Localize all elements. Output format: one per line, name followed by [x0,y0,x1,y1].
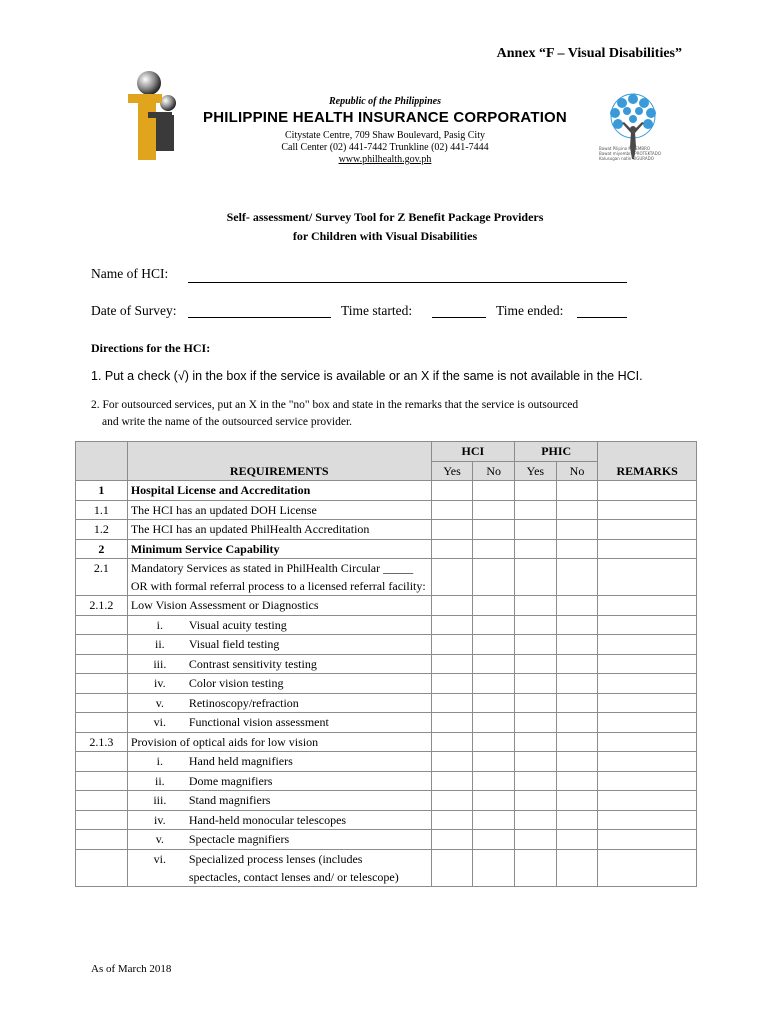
remarks-cell[interactable] [598,771,697,791]
phic-no-cell[interactable] [556,596,598,616]
table-row [76,635,697,655]
remarks-cell[interactable] [598,732,697,752]
directions-title: Directions for the HCI: [91,341,211,355]
hci-no-cell[interactable] [473,810,515,830]
sub-item-label: Visual acuity testing [188,617,287,632]
phic-no-cell[interactable] [556,559,598,596]
hci-no-cell[interactable] [473,635,515,655]
phic-no-cell[interactable] [556,810,598,830]
hci-no-cell[interactable] [473,674,515,694]
requirements-table [75,441,697,887]
requirement-text: Low Vision Assessment or Diagnostics [127,596,431,616]
requirement-text: Mandatory Services as stated in PhilHealth Circular _____ OR with formal referral process to a licensed referral facility: [127,559,431,596]
phic-yes-cell[interactable] [515,674,557,694]
phic-no-cell[interactable] [556,791,598,811]
row-number [76,693,128,713]
requirement-text [127,635,431,655]
hci-yes-cell[interactable] [431,596,473,616]
phic-no-cell[interactable] [556,849,598,886]
hci-header: HCI [431,442,514,462]
sub-item-label: Retinoscopy/refraction [188,695,299,710]
phic-yes-header: Yes [515,461,557,481]
phic-no-cell[interactable] [556,732,598,752]
hci-yes-cell[interactable] [431,771,473,791]
remarks-cell[interactable] [598,500,697,520]
date-of-survey-field[interactable] [188,317,331,318]
document-title-line2: for Children with Visual Disabilities [292,229,478,243]
sub-item-marker: iv. [154,812,166,827]
requirement-text [127,713,431,733]
remarks-cell[interactable] [598,539,697,559]
corporation-name: PHILIPPINE HEALTH INSURANCE CORPORATION [203,109,567,126]
phic-no-cell[interactable] [556,693,598,713]
sub-item-marker: i. [156,754,163,768]
hci-yes-cell[interactable] [431,752,473,772]
sub-item-label: Hand-held monocular telescopes [188,812,347,827]
sub-item-marker: iii. [153,793,167,807]
remarks-cell[interactable] [598,615,697,635]
row-number [76,674,128,694]
sub-item-label: Stand magnifiers [188,793,271,807]
table-row [76,500,697,520]
remarks-cell[interactable] [598,635,697,655]
phic-yes-cell[interactable] [515,713,557,733]
hci-yes-cell[interactable] [431,830,473,850]
phic-no-cell[interactable] [556,752,598,772]
table-row [76,791,697,811]
sub-item-marker: vi. [153,715,166,729]
remarks-cell[interactable] [598,693,697,713]
directions-item-1: 1. Put a check (√) in the box if the service is available or an X if the same is not available in the HCI. [91,369,643,383]
phic-yes-cell[interactable] [515,539,557,559]
row-number: 1.1 [76,500,128,520]
remarks-cell[interactable] [598,481,697,501]
requirement-text [127,830,431,850]
table-row [76,830,697,850]
phic-no-header: No [556,461,598,481]
sub-item-label: Functional vision assessment [188,715,329,729]
hci-yes-cell[interactable] [431,732,473,752]
remarks-cell[interactable] [598,791,697,811]
hci-yes-cell[interactable] [431,654,473,674]
phic-no-cell[interactable] [556,830,598,850]
remarks-cell[interactable] [598,654,697,674]
hci-no-header: No [473,461,515,481]
sub-item-marker: iv. [154,676,166,690]
sub-item-label: Specialized process lenses (includes spectacles, contact lenses and/ or telescope) [188,851,399,884]
remarks-cell[interactable] [598,810,697,830]
phic-yes-cell[interactable] [515,693,557,713]
hci-no-cell[interactable] [473,539,515,559]
sub-item-marker: i. [156,617,163,632]
hci-no-cell[interactable] [473,791,515,811]
requirement-text [127,615,431,635]
sub-item-marker: ii. [154,773,165,788]
phic-yes-cell[interactable] [515,849,557,886]
requirement-text [127,849,431,886]
hci-name-field[interactable] [188,282,627,283]
requirement-text [127,674,431,694]
phic-no-cell[interactable] [556,615,598,635]
table-row [76,771,697,791]
hci-yes-cell[interactable] [431,615,473,635]
sub-item-marker: vi. [153,851,166,866]
phic-yes-cell[interactable] [515,635,557,655]
table-row [76,596,697,616]
remarks-header: REMARKS [598,442,697,481]
phic-header: PHIC [515,442,598,462]
hci-yes-cell[interactable] [431,635,473,655]
hci-no-cell[interactable] [473,559,515,596]
requirement-text [127,752,431,772]
phic-yes-cell[interactable] [515,520,557,540]
table-row [76,481,697,501]
hci-no-cell[interactable] [473,830,515,850]
phic-yes-cell[interactable] [515,732,557,752]
hci-no-cell[interactable] [473,752,515,772]
requirement-text: The HCI has an updated PhilHealth Accreditation [127,520,431,540]
phic-no-cell[interactable] [556,713,598,733]
sub-item-label: Spectacle magnifiers [188,832,290,846]
row-number [76,654,128,674]
phic-no-cell[interactable] [556,654,598,674]
remarks-cell[interactable] [598,830,697,850]
document-date-footer: As of March 2018 [91,963,172,975]
hci-yes-cell[interactable] [431,849,473,886]
sub-item-label: Contrast sensitivity testing [188,656,317,671]
time-started-label: Time started: [341,303,413,318]
logo-tagline: Bawat Pilipino MIYEMBRO Bawat miyembro PROTEKTADO Kalusugan natin SIGURADO [599,146,662,161]
hci-no-cell[interactable] [473,713,515,733]
hci-yes-cell[interactable] [431,674,473,694]
time-ended-label: Time ended: [496,303,564,318]
phic-yes-cell[interactable] [515,810,557,830]
annex-label: Annex “F – Visual Disabilities” [496,46,682,61]
row-number: 2 [76,539,128,559]
row-number [76,752,128,772]
remarks-cell[interactable] [598,849,697,886]
table-row [76,539,697,559]
hci-yes-cell[interactable] [431,500,473,520]
sub-item-marker: v. [155,832,164,846]
hci-no-cell[interactable] [473,654,515,674]
row-number: 2.1.3 [76,732,128,752]
hci-yes-cell[interactable] [431,559,473,596]
header-num-cell [76,442,128,481]
phic-yes-cell[interactable] [515,791,557,811]
table-row [76,674,697,694]
row-number [76,830,128,850]
row-number [76,615,128,635]
row-number [76,810,128,830]
phic-yes-cell[interactable] [515,559,557,596]
phic-yes-cell[interactable] [515,596,557,616]
sub-item-marker: v. [155,695,164,710]
website-link[interactable]: www.philhealth.gov.ph [338,154,432,165]
sub-item-label: Color vision testing [188,676,284,690]
requirement-text: Provision of optical aids for low vision [127,732,431,752]
phic-yes-cell[interactable] [515,615,557,635]
table-row [76,654,697,674]
phic-no-cell[interactable] [556,674,598,694]
table-row [76,559,697,596]
hci-no-cell[interactable] [473,520,515,540]
phic-yes-cell[interactable] [515,500,557,520]
phone-numbers: Call Center (02) 441-7442 Trunkline (02) 441-7444 [281,142,489,153]
remarks-cell[interactable] [598,596,697,616]
hci-no-cell[interactable] [473,849,515,886]
hci-yes-cell[interactable] [431,713,473,733]
hci-no-cell[interactable] [473,771,515,791]
requirement-text [127,693,431,713]
hci-yes-cell[interactable] [431,791,473,811]
hci-no-cell[interactable] [473,596,515,616]
table-row [76,732,697,752]
phic-yes-cell[interactable] [515,771,557,791]
table-row [76,520,697,540]
row-number [76,771,128,791]
hci-yes-cell[interactable] [431,693,473,713]
row-number [76,635,128,655]
hci-yes-cell[interactable] [431,810,473,830]
row-number: 1 [76,481,128,501]
requirements-header: REQUIREMENTS [127,442,431,481]
remarks-cell[interactable] [598,559,697,596]
hci-yes-cell[interactable] [431,539,473,559]
republic-label: Republic of the Philippines [329,96,441,107]
table-row [76,693,697,713]
row-number: 2.1 [76,559,128,596]
sub-item-label: Hand held magnifiers [188,754,293,768]
hci-no-cell[interactable] [473,615,515,635]
phic-yes-cell[interactable] [515,752,557,772]
phic-no-cell[interactable] [556,635,598,655]
hci-yes-header: Yes [431,461,473,481]
hci-no-cell[interactable] [473,500,515,520]
requirement-text [127,810,431,830]
hci-name-label: Name of HCI: [91,266,169,281]
remarks-cell[interactable] [598,674,697,694]
phic-yes-cell[interactable] [515,481,557,501]
phic-no-cell[interactable] [556,771,598,791]
row-number [76,713,128,733]
hci-no-cell[interactable] [473,732,515,752]
sub-item-marker: iii. [153,656,167,671]
phic-no-cell[interactable] [556,500,598,520]
row-number: 2.1.2 [76,596,128,616]
remarks-cell[interactable] [598,520,697,540]
phic-no-cell[interactable] [556,520,598,540]
hci-yes-cell[interactable] [431,481,473,501]
phic-no-cell[interactable] [556,539,598,559]
requirement-text [127,771,431,791]
requirement-text: Minimum Service Capability [127,539,431,559]
row-number: 1.2 [76,520,128,540]
requirement-text: Hospital License and Accreditation [127,481,431,501]
table-row [76,615,697,635]
requirement-text: The HCI has an updated DOH License [127,500,431,520]
table-row [76,752,697,772]
hci-no-cell[interactable] [473,481,515,501]
date-of-survey-label: Date of Survey: [91,303,177,318]
table-row [76,810,697,830]
sub-item-label: Visual field testing [188,637,280,651]
hci-yes-cell[interactable] [431,520,473,540]
phic-yes-cell[interactable] [515,830,557,850]
document-title-line1: Self- assessment/ Survey Tool for Z Benefit Package Providers [226,210,544,224]
row-number [76,791,128,811]
requirement-text [127,654,431,674]
requirement-text [127,791,431,811]
phic-yes-cell[interactable] [515,654,557,674]
address: Citystate Centre, 709 Shaw Boulevard, Pasig City [285,130,485,141]
sub-item-marker: ii. [154,637,165,651]
sub-item-label: Dome magnifiers [188,773,273,788]
phic-no-cell[interactable] [556,481,598,501]
hci-no-cell[interactable] [473,693,515,713]
table-row [76,849,697,886]
row-number [76,849,128,886]
remarks-cell[interactable] [598,713,697,733]
directions-item-2: 2. For outsourced services, put an X in the "no" box and state in the remarks that the service is outsourced and write the name of the outsourced service provider. [91,399,579,428]
time-started-field[interactable] [432,317,486,318]
remarks-cell[interactable] [598,752,697,772]
table-row [76,713,697,733]
time-ended-field[interactable] [577,317,627,318]
